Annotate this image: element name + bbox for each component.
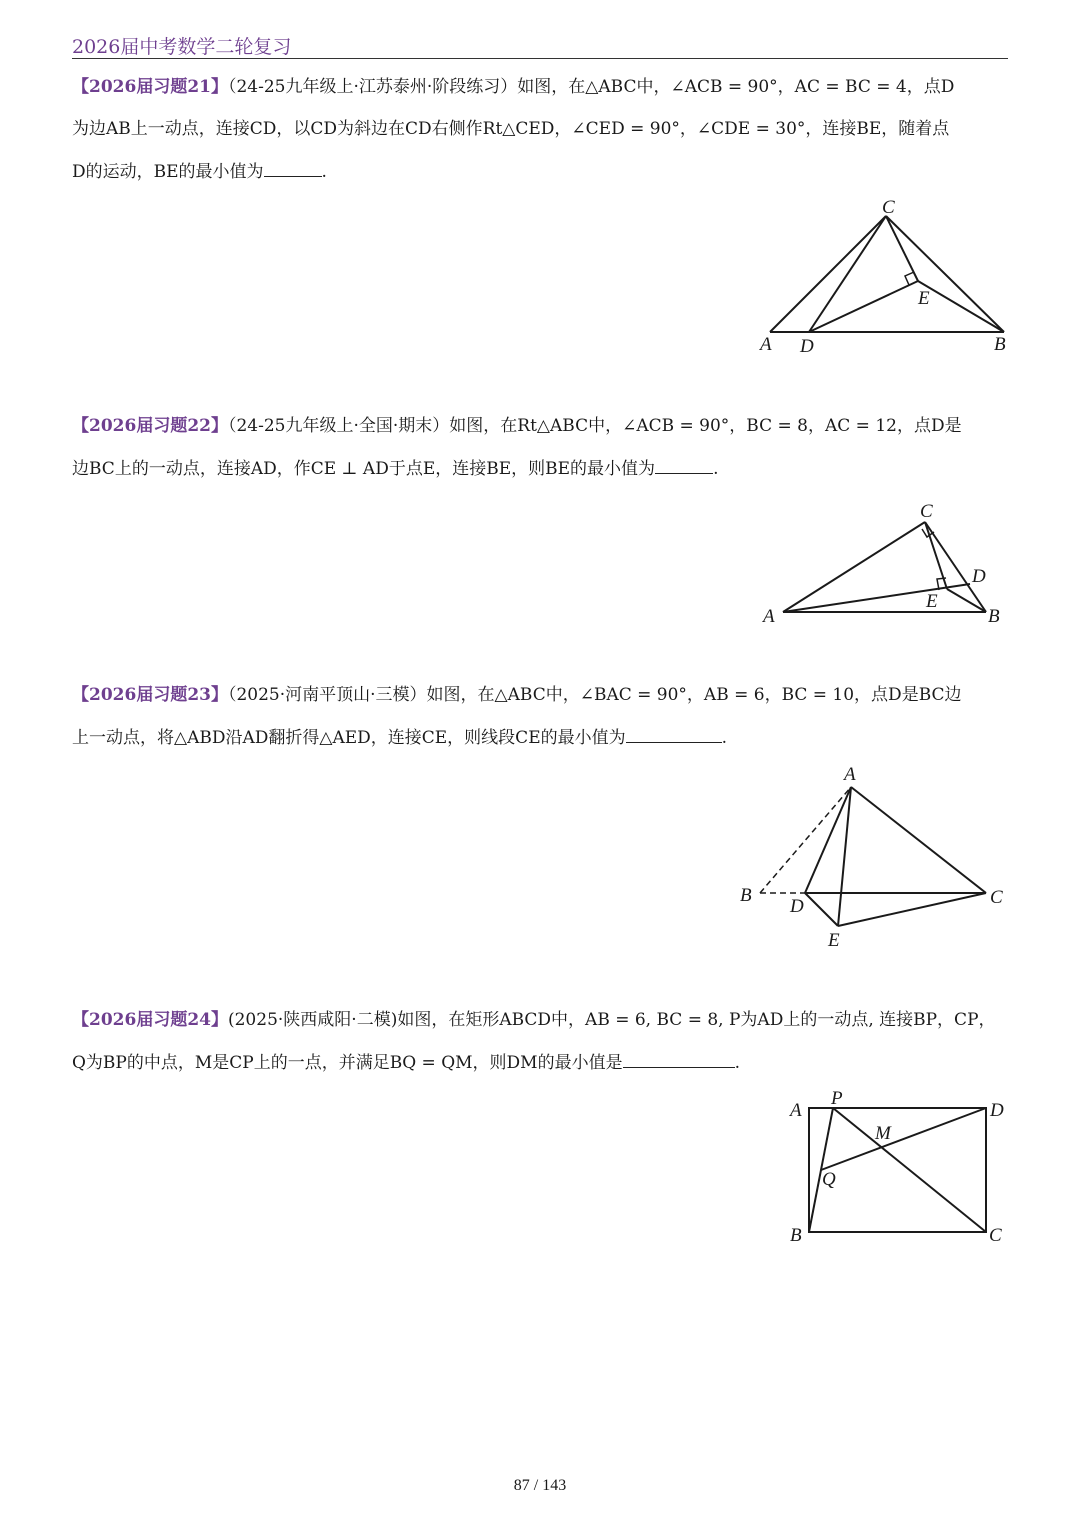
label-E: E <box>828 930 840 951</box>
label-E: E <box>918 288 930 309</box>
label-A: A <box>760 334 772 355</box>
problem-tag: 【2026届习题23】 <box>72 685 228 705</box>
label-D: D <box>790 896 804 917</box>
problem-text-line: 边BC上的一动点，连接AD，作CE ⊥ AD于点E，连接BE，则BE的最小值为 <box>72 459 656 479</box>
label-M: M <box>875 1123 891 1144</box>
label-C: C <box>882 197 895 218</box>
label-B: B <box>988 606 1000 627</box>
label-P: P <box>831 1088 843 1109</box>
problem-end: . <box>321 162 327 182</box>
problem-tag: 【2026届习题21】 <box>72 77 228 97</box>
problem-text-line: 为边AB上一动点，连接CD，以CD为斜边在CD右侧作Rt△CED，∠CED = 90°，∠CDE = 30°，连接BE，随着点 <box>72 119 950 139</box>
label-A: A <box>790 1100 802 1121</box>
label-D: D <box>800 336 814 357</box>
problem-text-line: Q为BP的中点，M是CP上的一点，并满足BQ = QM，则DM的最小值是 <box>72 1053 623 1073</box>
label-C: C <box>920 501 933 522</box>
label-B: B <box>740 885 752 906</box>
label-C: C <box>990 887 1003 908</box>
problem-text-line: D的运动，BE的最小值为 <box>72 162 264 182</box>
problem-end: . <box>713 459 719 479</box>
label-E: E <box>926 591 938 612</box>
label-Q: Q <box>822 1169 836 1190</box>
problem-text-line: （24-25九年级上·全国·期末）如图，在Rt△ABC中，∠ACB = 90°，BC = 8，AC = 12，点D是 <box>227 416 962 436</box>
label-B: B <box>790 1225 802 1246</box>
label-A: A <box>763 606 775 627</box>
label-D: D <box>972 566 986 587</box>
header-title: 2026届中考数学二轮复习 <box>72 36 292 58</box>
page-number: 87 / 143 <box>513 1477 567 1494</box>
problem-text-line: 上一动点，将△ABD沿AD翻折得△AED，连接CE，则线段CE的最小值为 <box>72 728 626 748</box>
label-B: B <box>994 334 1006 355</box>
problem-text-line: （2025·河南平顶山·三模）如图，在△ABC中，∠BAC = 90°，AB = 6，BC = 10，点D是BC边 <box>227 685 962 705</box>
problem-tag: 【2026届习题22】 <box>72 416 228 436</box>
label-C: C <box>989 1225 1002 1246</box>
problem-tag: 【2026届习题24】 <box>72 1010 228 1030</box>
label-A: A <box>844 764 856 785</box>
problem-text-line: (2025·陕西咸阳·二模)如图，在矩形ABCD中，AB = 6, BC = 8, P为AD上的一动点, 连接BP，CP， <box>227 1010 996 1030</box>
problem-end: . <box>721 728 728 748</box>
problem-end: . <box>734 1053 740 1073</box>
label-D: D <box>990 1100 1004 1121</box>
problem-text-line: （24-25九年级上·江苏泰州·阶段练习）如图，在△ABC中，∠ACB = 90°，AC = BC = 4，点D <box>227 77 955 97</box>
